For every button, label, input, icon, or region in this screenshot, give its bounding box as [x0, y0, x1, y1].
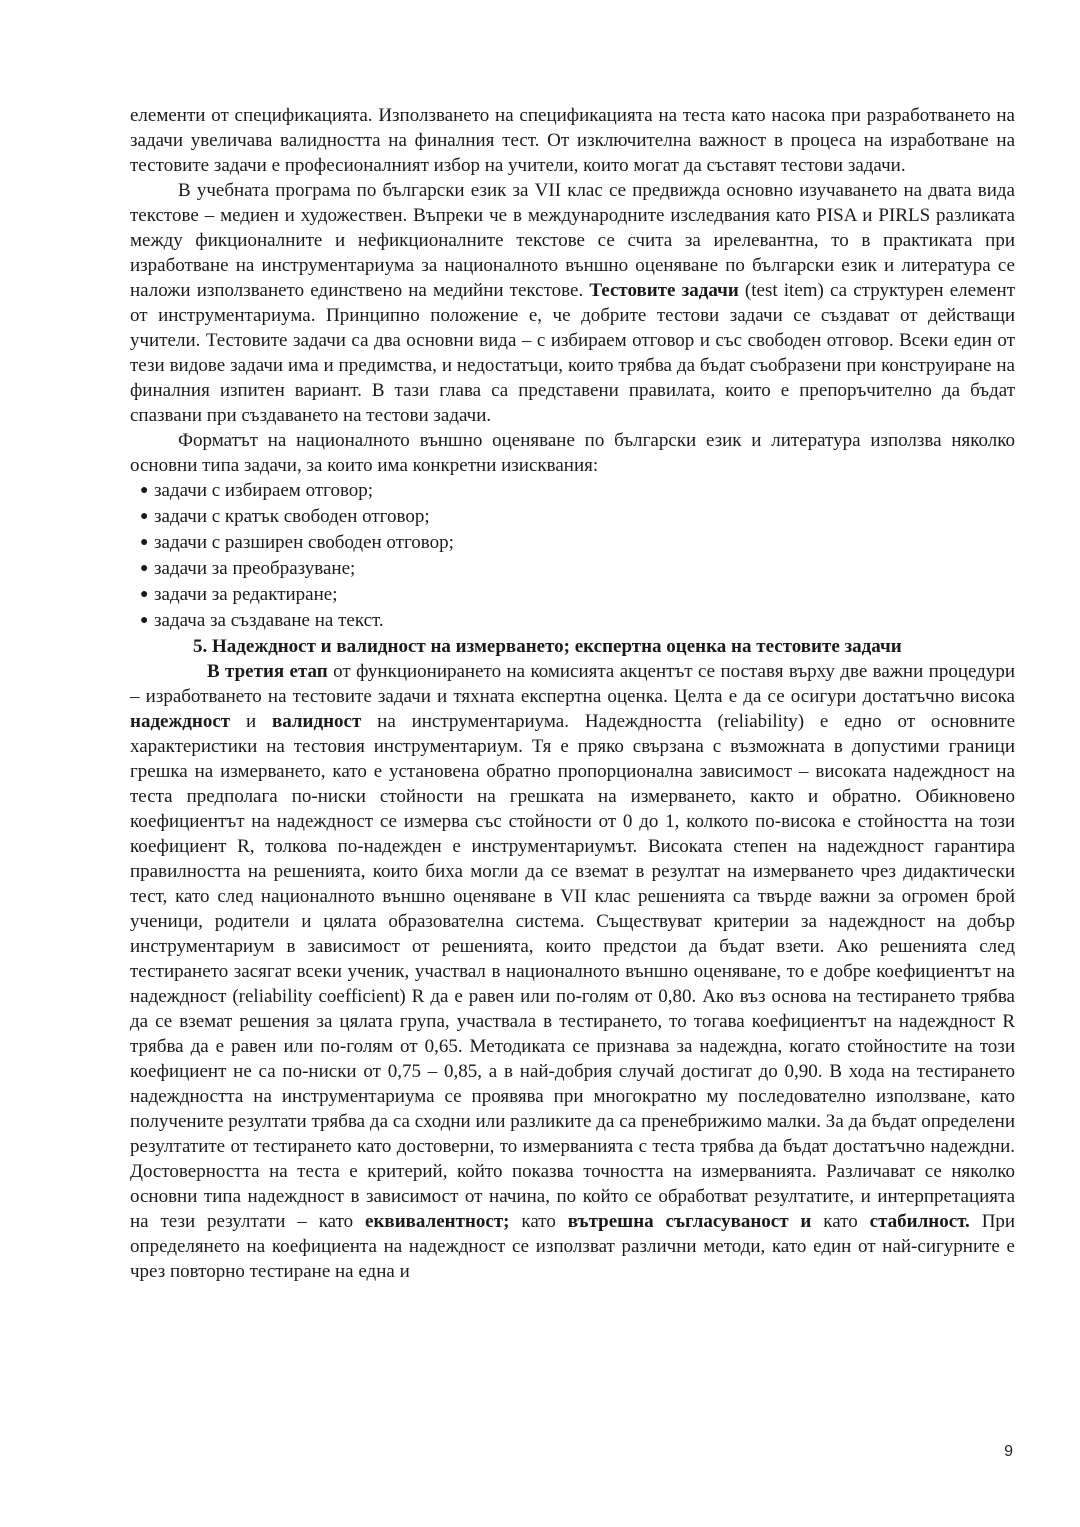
- task-types-list: [130, 478, 1015, 634]
- curriculum-text-part1: В учебната програма по български език за VII клас се предвижда основно изучаването на двата вида текстове – медиен и художествен. Въпреки че в международните изследвания като PISA и PIRLS разликата между фикционалните и нефикционалните текстове се счита за ирелевантна, то в практиката при изработване на инструментариума за националното външно оценяване по български език и литература се наложи използването единствено на медийни текстове.: [130, 180, 1015, 301]
- equivalence-term: еквивалентност;: [365, 1211, 510, 1232]
- bullet-icon: ●: [140, 561, 149, 576]
- third-stage-term: В третия етап: [207, 661, 328, 682]
- reliability-text-part2: на инструментариума. Надеждността (reliability) е едно от основните характеристики на тестовия инструментариум. Тя е пряко свързана с възможната в допустими граници грешка на измерването, като е установена обратно пропорционална зависимост – високата надеждност на теста предполага по-ниски стойности на грешката на измерването, както и обратно. Обикновено коефициентът на надеждност се измерва със стойности от 0 до 1, колкото по-висока е стойността на този коефициент R, толкова по-надежден е инструментариумът. Високата степен на надеждност гарантира правилността на решенията, които биха могли да се вземат в резултат на измерването чрез дидактически тест, като след националното външно оценяване в VII клас решенията са твърде важни за огромен брой ученици, родители и цялата образователна система. Съществуват критерии за надеждност на добър инструментариум в зависимост от решенията, които предстои да бъдат взети. Ако решенията след тестирането засягат всеки ученик, участвал в националното външно оценяване, то е добре коефициентът на надеждност (reliability coefficient) R да е равен или по-голям от 0,80. Ако въз основа на тестирането трябва да се вземат решения за цялата група, участвала в тестирането, то тогава коефициентът на надеждност R трябва да е равен или по-голям от 0,65. Методиката се признава за надеждна, когато стойностите на този коефициент не са по-ниски от 0,75 – 0,85, а в най-добрия случай достигат до 0,90. В хода на тестирането надеждността на инструментариума се проявява при многократно му последователно използване, като получените резултати трябва да са сходни или разликите да са пренебрижимо малки. За да бъдат определени резултатите от тестирането като достоверни, то измерванията с теста трябва да бъдат достатъчно надеждни. Достоверността на теста е критерий, който показва точността на измерванията. Различават се няколко основни типа надеждност в зависимост от начина, по който се обработват резултатите, и интерпретацията на тези резултати – като: [130, 711, 1016, 1232]
- as-word-2: като: [823, 1211, 858, 1232]
- list-item: [140, 556, 1015, 582]
- bullet-icon: ●: [140, 587, 149, 602]
- conjunction-and: и: [245, 711, 257, 732]
- list-item: [140, 530, 1015, 556]
- list-item: [140, 582, 1015, 608]
- list-item-text: задачи с разширен свободен отговор;: [154, 532, 454, 553]
- validity-term: валидност: [271, 711, 362, 732]
- reliability-term: надеждност: [130, 711, 231, 732]
- bullet-icon: ●: [140, 483, 149, 498]
- test-items-term: Тестовите задачи: [589, 280, 739, 301]
- reliability-text-part1: от функционирането на комисията акцентът се поставя върху две важни процедури – изработването на тестовите задачи и тяхната експертна оценка. Целта е да се осигури достатъчно висока: [130, 661, 1016, 707]
- list-item-text: задачи с избираем отговор;: [154, 480, 374, 501]
- as-word-1: като: [521, 1211, 556, 1232]
- internal-consistency-term: вътрешна съгласуваност и: [567, 1211, 812, 1232]
- bullet-icon: ●: [140, 613, 149, 628]
- list-item: [140, 608, 1015, 634]
- list-item-text: задачи с кратък свободен отговор;: [154, 506, 430, 527]
- stability-term: стабилност.: [869, 1211, 970, 1232]
- page-content: [130, 103, 1015, 1284]
- format-paragraph: Форматът на националното външно оценяване по български език и литература използва няколко основни типа задачи, за които има конкретни изисквания:: [130, 430, 1015, 476]
- curriculum-text-part2: (test item) са структурен елемент от инструментариума. Принципно положение е, че добрите тестови задачи се създават от действащи учители. Тестовите задачи са два основни вида – с избираем отговор и със свободен отговор. Всеки един от тези видове задачи има и предимства, и недостатъци, които трябва да бъдат съобразени при конструиране на финалния изпитен вариант. В тази глава са представени правилата, които е препоръчително да бъдат спазвани при създаването на тестови задачи.: [130, 280, 1015, 426]
- section-heading: 5. Надеждност и валидност на измерването; експертна оценка на тестовите задачи: [193, 636, 902, 657]
- page-number: 9: [1004, 1443, 1013, 1460]
- bullet-icon: ●: [140, 535, 149, 550]
- list-item-text: задачи за преобразуване;: [154, 558, 356, 579]
- list-item-text: задачи за редактиране;: [154, 584, 338, 605]
- curriculum-paragraph: [130, 178, 1015, 428]
- intro-paragraph: елементи от спецификацията. Използването на спецификацията на теста като насока при разработването на задачи увеличава валидността на финалния тест. От изключителна важност в процеса на изработване на тестовите задачи е професионалният избор на учители, които могат да съставят тестови задачи.: [130, 105, 1015, 176]
- reliability-text-part3: При определянето на коефициента на надеждност се използват различни методи, като един от най-сигурните е чрез повторно тестиране на една и: [130, 1211, 1016, 1282]
- list-item-text: задача за създаване на текст.: [154, 610, 384, 631]
- list-item: [140, 478, 1015, 504]
- bullet-icon: ●: [140, 509, 149, 524]
- list-item: [140, 504, 1015, 530]
- reliability-paragraph: [130, 659, 1015, 1284]
